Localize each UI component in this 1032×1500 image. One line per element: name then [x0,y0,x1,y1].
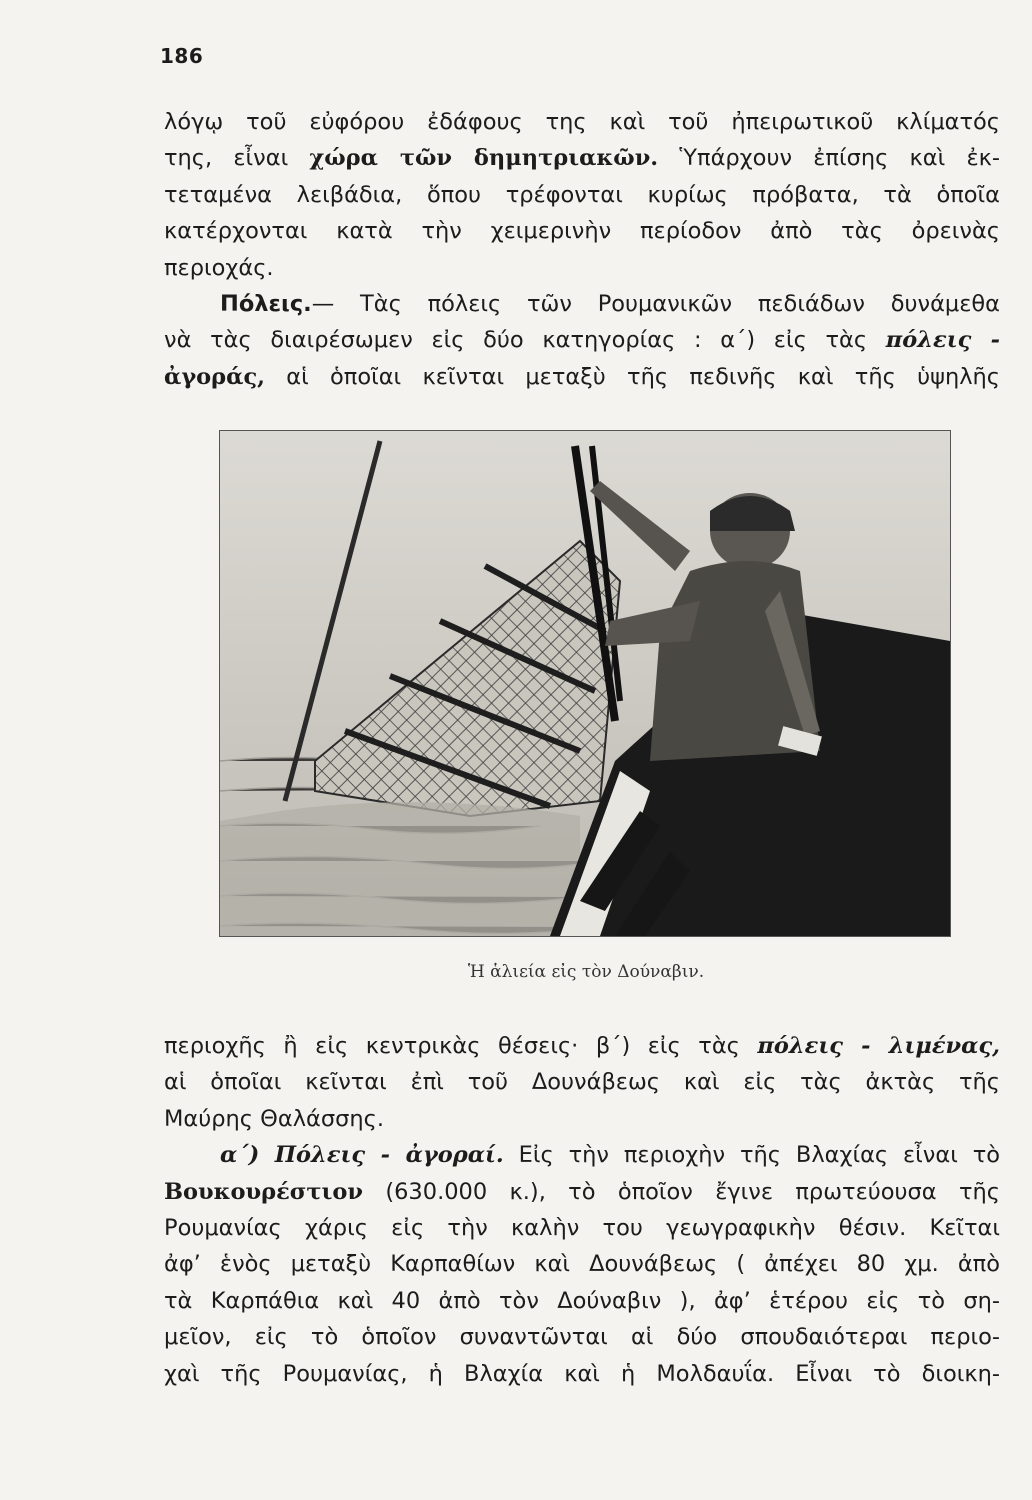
text-span: Εἰς τὴν περιοχὴν τῆς Βλαχίας εἶναι τὸ [503,1142,1001,1169]
text-line [164,286,1000,322]
text-span: — Τὰς πόλεις τῶν Ρουμανικῶν πεδιάδων δυνάμεθα [311,291,1000,318]
text-line: αἱ ὁποῖαι κεῖνται ἐπὶ τοῦ Δουνάβεως καὶ εἰς τὰς ἀκτὰς τῆς [164,1069,1000,1096]
page-number: 186 [160,44,204,68]
text-line: ἀφ’ ἑνὸς μεταξὺ Καρπαθίων καὶ Δουνάβεως ( ἀπέχει 80 χμ. ἀπὸ [164,1251,1000,1278]
emphasis-markets: ἀγοράς, [164,363,265,390]
paragraph-agriculture [164,104,1000,286]
figure-caption: Ἡ ἁλιεία εἰς τὸν Δούναβιν. [467,962,705,982]
text-span: νὰ τὰς διαιρέσωμεν εἰς δύο κατηγορίας : α΄) εἰς τὰς [164,327,886,354]
text-line: Μαύρης Θαλάσσης. [164,1105,384,1132]
text-span: Ὑπάρχουν ἐπίσης καὶ ἐκ- [658,145,1001,172]
text-line [164,1028,1000,1064]
emphasis-market-cities: πόλεις - [885,327,1000,354]
text-line [164,322,1000,358]
text-line [164,359,1000,395]
paragraph-port-cities [164,1028,1000,1137]
text-line [164,140,1000,176]
text-line: Ρουμανίας χάρις εἰς τὴν καλὴν του γεωγραφικὴν θέσιν. Κεῖται [164,1215,1000,1242]
heading-cities: Πόλεις. [220,291,312,318]
text-span: της, εἶναι [164,145,310,172]
text-line: περιοχάς. [164,254,274,281]
fishing-photo-illustration [220,431,950,936]
text-line [164,1174,1000,1210]
text-line: τεταμένα λειβάδια, ὅπου τρέφονται κυρίως πρόβατα, τὰ ὁποῖα [164,181,1000,208]
text-line: μεῖον, εἰς τὸ ὁποῖον συναντῶνται αἱ δύο σπουδαιότεραι περιο- [164,1324,1000,1351]
emphasis-grain-country: χώρα τῶν δημητριακῶν. [309,145,659,172]
text-line: κατέρχονται κατὰ τὴν χειμερινὴν περίοδον ἀπὸ τὰς ὀρεινὰς [164,218,1000,245]
top-text-block [164,104,1000,395]
text-span: περιοχῆς ἢ εἰς κεντρικὰς θέσεις· β΄) εἰς τὰς [164,1033,758,1059]
text-line: τὰ Καρπάθια καὶ 40 ἀπὸ τὸν Δούναβιν ), ἀφ’ ἑτέρου εἰς τὸ ση- [164,1287,1000,1314]
text-line: χαὶ τῆς Ρουμανίας, ἡ Βλαχία καὶ ἡ Μολδαυΐα. Εἶναι τὸ διοικη- [164,1360,1000,1387]
text-span: (630.000 κ.), τὸ ὁποῖον ἔγινε πρωτεύουσα τῆς [363,1178,1000,1205]
text-line [164,1137,1000,1173]
emphasis-bucharest: Βουκουρέστιον [164,1178,363,1205]
paragraph-cities [164,286,1000,395]
paragraph-market-towns [164,1137,1000,1392]
bottom-text-block [164,1028,1000,1392]
heading-market-towns: α΄) Πόλεις - ἀγοραί. [220,1142,504,1169]
text-span: αἱ ὁποῖαι κεῖνται μεταξὺ τῆς πεδινῆς καὶ τῆς ὑψηλῆς [265,363,1000,390]
text-line: λόγῳ τοῦ εὐφόρου ἐδάφους της καὶ τοῦ ἠπειρωτικοῦ κλίματός [164,109,1000,135]
emphasis-port-cities: πόλεις - λιμένας, [757,1033,1000,1059]
fishing-photo [219,430,951,937]
